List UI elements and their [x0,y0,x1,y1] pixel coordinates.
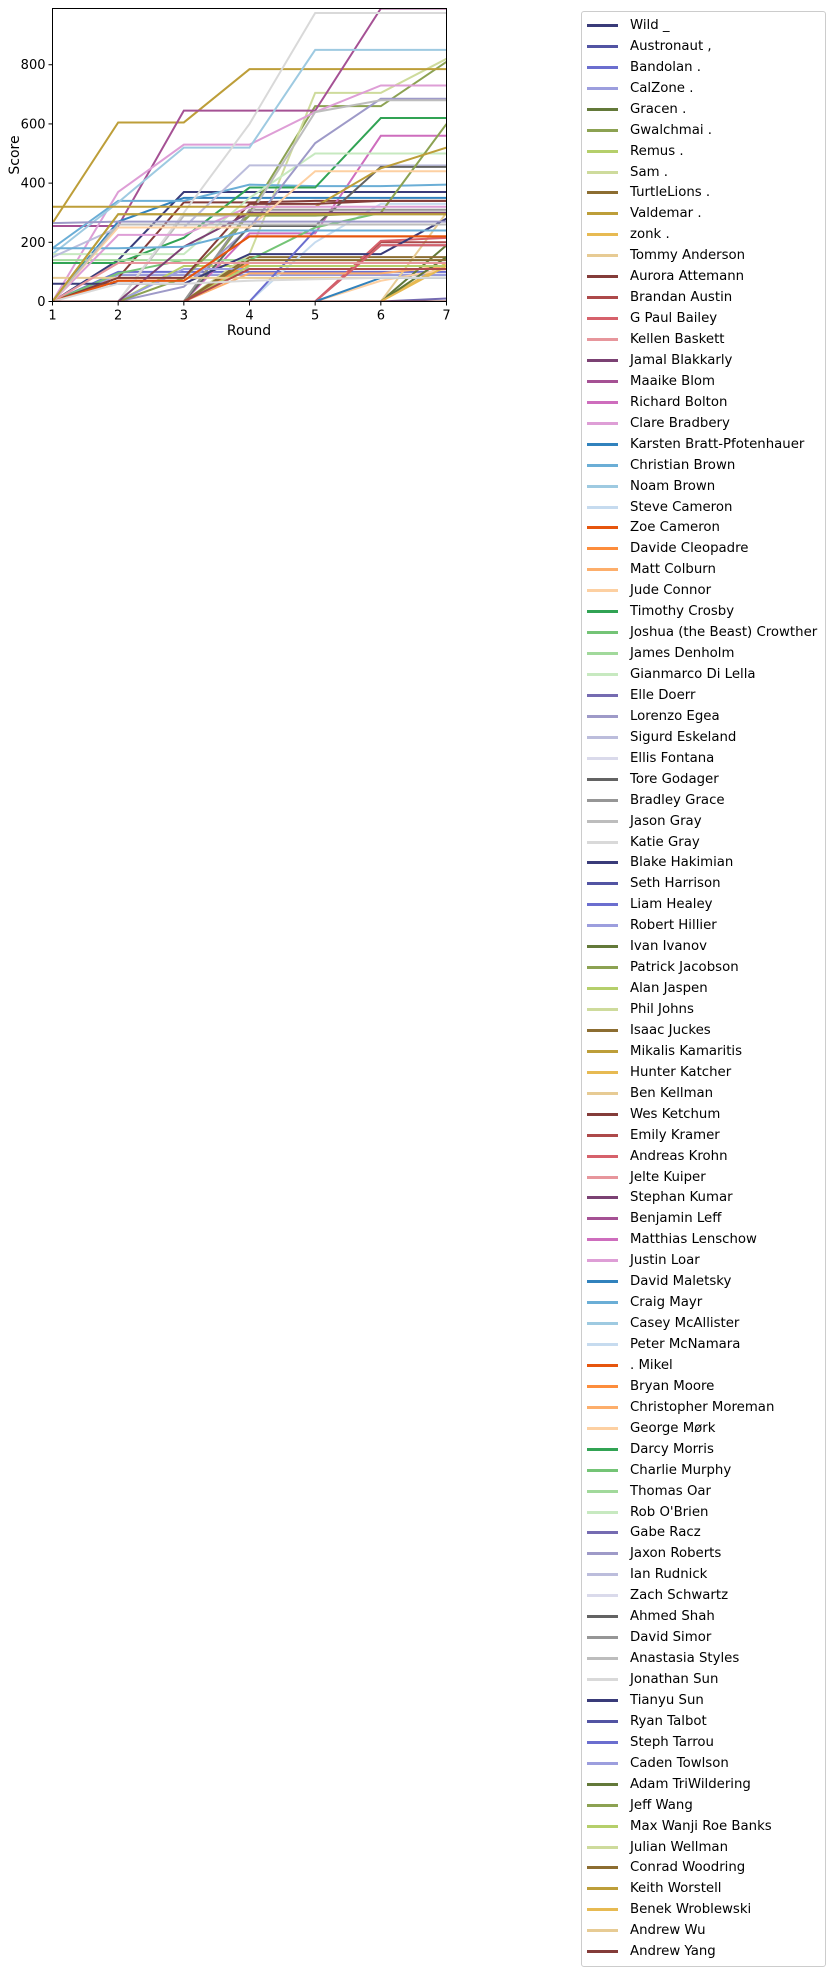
legend-label: Christian Brown [630,457,736,473]
legend-swatch [587,1552,618,1555]
legend-swatch [587,1029,618,1032]
legend-label: . Mikel [630,1357,673,1373]
legend-label: Rob O'Brien [630,1504,709,1520]
x-tick-label: 2 [114,308,123,324]
legend-item [582,873,825,894]
legend-label: James Denholm [630,646,735,662]
legend-item [582,308,825,329]
legend-item [582,120,825,141]
legend-swatch [587,1741,618,1744]
legend-swatch [587,359,618,362]
legend-swatch [587,129,618,132]
legend-swatch [587,1762,618,1765]
legend-item [582,853,825,874]
legend-item [582,1920,825,1941]
legend-item [582,559,825,580]
legend-label: Adam TriWildering [630,1776,751,1792]
legend-swatch [587,820,618,823]
legend-swatch [587,1071,618,1074]
legend-label: Bradley Grace [630,792,725,808]
legend-label: TurtleLions . [630,185,711,201]
legend-label: Katie Gray [630,834,700,850]
legend-swatch [587,1238,618,1241]
legend-item [582,1753,825,1774]
legend-item [582,936,825,957]
legend-item [582,1941,825,1962]
legend-label: Liam Healey [630,897,713,913]
legend-label: David Maletsky [630,1274,732,1290]
legend-label: Bryan Moore [630,1378,715,1394]
legend-label: Casey McAllister [630,1316,740,1332]
legend-swatch [587,212,618,215]
legend-item [582,1711,825,1732]
legend-swatch [587,401,618,404]
legend-label: Matthias Lenschow [630,1232,757,1248]
legend-item [582,1564,825,1585]
legend-item [582,1334,825,1355]
legend-label: Patrick Jacobson [630,960,739,976]
legend-label: Thomas Oar [630,1483,712,1499]
y-tick-label: 600 [20,117,46,133]
legend-label: Wes Ketchum [630,1106,721,1122]
legend-label: Jonathan Sun [630,1672,719,1688]
legend-swatch [587,1825,618,1828]
legend-item [582,1899,825,1920]
legend-label: Hunter Katcher [630,1064,732,1080]
x-tick-label: 3 [179,308,188,324]
legend-label: Maaike Blom [630,373,716,389]
legend-swatch [587,380,618,383]
legend-item [582,580,825,601]
legend-item [582,1083,825,1104]
legend-swatch [587,150,618,153]
legend-item [582,1313,825,1334]
legend-label: Blake Hakimian [630,855,734,871]
legend-label: Jason Gray [630,813,702,829]
legend-swatch [587,1155,618,1158]
legend-label: Gabe Racz [630,1525,701,1541]
legend-label: David Simor [630,1630,712,1646]
legend-item [582,1041,825,1062]
legend-label: Max Wanji Roe Banks [630,1818,772,1834]
legend-swatch [587,1343,618,1346]
legend-label: Julian Wellman [630,1839,729,1855]
legend-swatch [587,1259,618,1262]
legend-label: Charlie Murphy [630,1462,732,1478]
legend-swatch [587,1804,618,1807]
legend-swatch [587,191,618,194]
legend-item [582,832,825,853]
legend-label: Davide Cleopadre [630,541,749,557]
legend-label: Ivan Ivanov [630,939,707,955]
legend-item [582,1481,825,1502]
legend-label: Tore Godager [630,771,719,787]
legend-label: Justin Loar [630,1253,700,1269]
legend-item [582,99,825,120]
legend-item [582,183,825,204]
legend-label: Benjamin Leff [630,1211,722,1227]
legend-item [582,78,825,99]
legend-item [582,1397,825,1418]
legend-item [582,287,825,308]
legend-swatch [587,1364,618,1367]
x-tick-label: 4 [245,308,254,324]
legend-swatch [587,610,618,613]
legend-label: Andrew Wu [630,1923,706,1939]
legend-label: Phil Johns [630,1002,694,1018]
legend-label: Ian Rudnick [630,1567,708,1583]
legend-swatch [587,1196,618,1199]
legend-swatch [587,1678,618,1681]
legend-label: George Mørk [630,1420,716,1436]
legend-swatch [587,1699,618,1702]
legend-swatch [587,275,618,278]
legend-item [582,727,825,748]
legend-swatch [587,317,618,320]
legend-label: Jude Connor [630,583,712,599]
legend-label: G Paul Bailey [630,311,718,327]
legend-swatch [587,66,618,69]
legend-label: Gracen . [630,101,687,117]
legend-label: Andrew Yang [630,1944,716,1960]
legend-label: Brandan Austin [630,290,733,306]
legend-item [582,1062,825,1083]
legend-label: Andreas Krohn [630,1148,728,1164]
legend-item [582,141,825,162]
legend-item [582,1816,825,1837]
legend-item [582,1208,825,1229]
legend-item [582,1376,825,1397]
legend-item [582,894,825,915]
x-tick-label: 5 [311,308,320,324]
legend-item [582,685,825,706]
legend-swatch [587,924,618,927]
legend-label: Zach Schwartz [630,1588,729,1604]
legend-swatch [587,254,618,257]
legend-item [582,1627,825,1648]
legend-label: Stephan Kumar [630,1190,733,1206]
legend-item [582,1878,825,1899]
legend-swatch [587,1908,618,1911]
legend-swatch [587,296,618,299]
legend-item [582,57,825,78]
x-tick-label: 6 [376,308,385,324]
legend-item [582,1858,825,1879]
legend-item [582,1648,825,1669]
legend-item [582,1460,825,1481]
y-tick-label: 400 [20,176,46,192]
legend-swatch [587,631,618,634]
legend-swatch [587,1406,618,1409]
legend-swatch [587,1531,618,1534]
legend-label: Peter McNamara [630,1337,741,1353]
legend-swatch [587,568,618,571]
y-tick-label: 0 [37,295,46,310]
legend-item [582,1606,825,1627]
legend-label: Ahmed Shah [630,1609,715,1625]
x-axis [48,302,450,324]
legend-item [582,1167,825,1188]
legend-swatch [587,108,618,111]
legend-swatch [587,45,618,48]
legend-item [582,518,825,539]
legend-item [582,1795,825,1816]
legend-item [582,245,825,266]
legend-label: Ryan Talbot [630,1713,707,1729]
legend-item [582,15,825,36]
legend-label: Steph Tarrou [630,1734,714,1750]
legend-item [582,1250,825,1271]
legend-item [582,1188,825,1209]
legend-item [582,999,825,1020]
legend-item [582,1439,825,1460]
legend-label: Jaxon Roberts [630,1546,722,1562]
legend-label: Emily Kramer [630,1127,720,1143]
legend-swatch [587,1469,618,1472]
legend-item [582,622,825,643]
legend-item [582,1669,825,1690]
legend-item [582,1125,825,1146]
legend-swatch [587,1929,618,1932]
legend-item [582,1502,825,1523]
legend-label: Richard Bolton [630,394,728,410]
legend-item [582,769,825,790]
legend-label: Timothy Crosby [630,604,735,620]
legend-item [582,1543,825,1564]
legend-item [582,371,825,392]
legend-label: Christopher Moreman [630,1399,775,1415]
legend-item [582,1271,825,1292]
legend-swatch [587,1301,618,1304]
legend-label: Alan Jaspen [630,981,708,997]
legend-item [582,1774,825,1795]
legend-item [582,1837,825,1858]
legend-swatch [587,1448,618,1451]
legend-swatch [587,778,618,781]
legend-label: Valdemar . [630,206,702,222]
legend-label: Lorenzo Egea [630,708,720,724]
legend-label: Zoe Cameron [630,520,720,536]
legend-label: Austronaut , [630,38,712,54]
legend-swatch [587,338,618,341]
legend-item [582,811,825,832]
legend-label: Seth Harrison [630,876,721,892]
legend-swatch [587,589,618,592]
legend-label: Kellen Baskett [630,332,725,348]
legend-swatch [587,485,618,488]
legend-swatch [587,1783,618,1786]
legend-swatch [587,1720,618,1723]
legend-swatch [587,1615,618,1618]
legend-item [582,1355,825,1376]
x-tick-label: 1 [48,308,57,324]
legend-label: Elle Doerr [630,687,696,703]
legend-swatch [587,422,618,425]
legend-swatch [587,1322,618,1325]
legend-label: Benek Wroblewski [630,1902,752,1918]
legend-swatch [587,799,618,802]
legend-item [582,434,825,455]
legend-label: Tommy Anderson [630,248,746,264]
legend-swatch [587,841,618,844]
legend-swatch [587,233,618,236]
y-axis [21,58,53,310]
legend-item [582,266,825,287]
legend-swatch [587,526,618,529]
legend-label: Sam . [630,164,668,180]
legend-label: Gianmarco Di Lella [630,667,756,683]
legend-swatch [587,506,618,509]
legend-label: Wild _ [630,17,670,33]
x-axis-label: Round [226,323,272,339]
legend-swatch [587,1113,618,1116]
legend-swatch [587,1866,618,1869]
legend-swatch [587,1657,618,1660]
legend-swatch [587,736,618,739]
plot-lines [53,9,447,302]
legend-item [582,350,825,371]
legend-label: Noam Brown [630,478,716,494]
legend-label: Sigurd Eskeland [630,729,737,745]
legend-swatch [587,443,618,446]
legend-swatch [587,547,618,550]
legend-label: Caden Towlson [630,1755,729,1771]
x-tick-label: 7 [442,308,451,324]
legend-swatch [587,652,618,655]
legend-swatch [587,1427,618,1430]
legend-swatch [587,1846,618,1849]
legend-item [582,957,825,978]
y-tick-label: 800 [20,58,46,74]
legend-item [582,643,825,664]
legend-item [582,392,825,413]
legend-label: Jelte Kuiper [630,1169,706,1185]
legend-swatch [587,757,618,760]
legend-item [582,1690,825,1711]
legend-label: Clare Bradbery [630,415,730,431]
legend-item [582,601,825,622]
chart-legend [581,11,826,1967]
legend-item [582,664,825,685]
legend-swatch [587,87,618,90]
legend-item [582,1585,825,1606]
legend-item [582,1104,825,1125]
legend-swatch [587,882,618,885]
legend-item [582,36,825,57]
legend-label: Matt Colburn [630,562,716,578]
legend-label: Isaac Juckes [630,1022,711,1038]
legend-swatch [587,1092,618,1095]
legend-label: Anastasia Styles [630,1651,740,1667]
legend-swatch [587,1050,618,1053]
legend-item [582,790,825,811]
legend-item [582,1146,825,1167]
legend-label: Ellis Fontana [630,750,715,766]
legend-swatch [587,1280,618,1283]
legend-item [582,706,825,727]
legend-swatch [587,861,618,864]
legend-label: Jeff Wang [630,1797,693,1813]
legend-item [582,1020,825,1041]
legend-swatch [587,987,618,990]
legend-label: Conrad Woodring [630,1860,746,1876]
legend-swatch [587,1008,618,1011]
legend-label: Karsten Bratt-Pfotenhauer [630,436,805,452]
legend-item [582,476,825,497]
legend-item [582,1523,825,1544]
legend-swatch [587,1573,618,1576]
legend-swatch [587,24,618,27]
legend-label: Steve Cameron [630,499,733,515]
legend-swatch [587,1490,618,1493]
legend-swatch [587,903,618,906]
legend-label: Remus . [630,143,684,159]
legend-item [582,915,825,936]
legend-label: Mikalis Kamaritis [630,1043,743,1059]
legend-label: Joshua (the Beast) Crowther [630,625,818,641]
legend-swatch [587,966,618,969]
legend-item [582,329,825,350]
legend-label: Tianyu Sun [630,1692,704,1708]
legend-swatch [587,1636,618,1639]
legend-label: Robert Hillier [630,918,717,934]
legend-item [582,162,825,183]
legend-item [582,1292,825,1313]
legend-item [582,1418,825,1439]
legend-swatch [587,1385,618,1388]
legend-label: Jamal Blakkarly [630,352,733,368]
legend-item [582,497,825,518]
legend-swatch [587,945,618,948]
y-axis-label: Score [7,135,23,175]
legend-item [582,203,825,224]
legend-swatch [587,1950,618,1953]
legend-item [582,978,825,999]
legend-swatch [587,715,618,718]
legend-swatch [587,673,618,676]
legend-label: Bandolan . [630,59,701,75]
legend-item [582,1229,825,1250]
legend-label: Craig Mayr [630,1295,703,1311]
legend-label: Ben Kellman [630,1085,714,1101]
legend-swatch [587,1217,618,1220]
legend-swatch [587,1511,618,1514]
legend-item [582,455,825,476]
legend-label: Aurora Attemann [630,269,745,285]
legend-item [582,224,825,245]
legend-swatch [587,464,618,467]
legend-swatch [587,1134,618,1137]
legend-item [582,413,825,434]
legend-label: CalZone . [630,80,694,96]
legend-label: zonk . [630,227,670,243]
legend-swatch [587,1887,618,1890]
legend-item [582,1732,825,1753]
legend-label: Keith Worstell [630,1881,722,1897]
legend-label: Darcy Morris [630,1441,714,1457]
legend-swatch [587,1176,618,1179]
legend-swatch [587,1594,618,1597]
legend-item [582,748,825,769]
y-tick-label: 200 [20,235,46,251]
legend-item [582,538,825,559]
legend-label: Gwalchmai . [630,122,713,138]
legend-swatch [587,694,618,697]
legend-swatch [587,171,618,174]
